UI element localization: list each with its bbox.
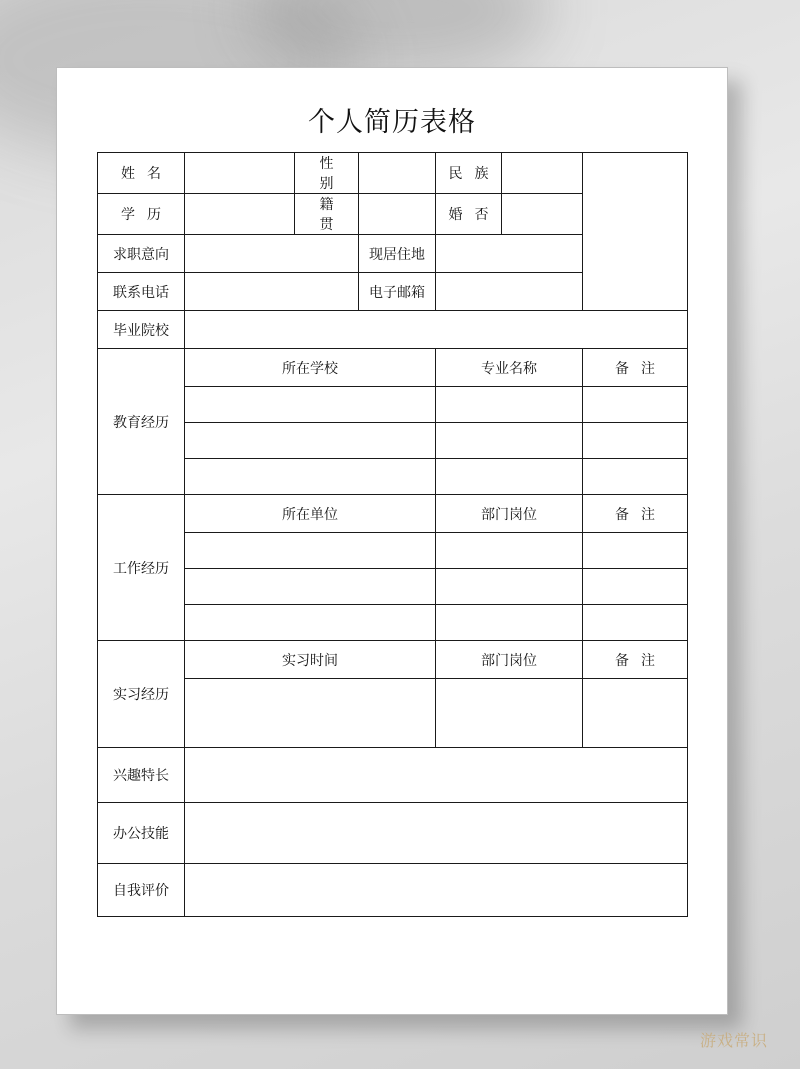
residence-label: 现居住地 <box>359 235 436 273</box>
office-skills-label: 办公技能 <box>98 803 185 864</box>
job-intention-field[interactable] <box>185 235 359 273</box>
education-school-cell[interactable] <box>185 387 436 423</box>
marital-field[interactable] <box>502 194 583 235</box>
residence-field[interactable] <box>436 235 583 273</box>
education-header-remark: 备注 <box>583 349 688 387</box>
work-position-cell[interactable] <box>436 605 583 641</box>
phone-field[interactable] <box>185 273 359 311</box>
graduate-school-label: 毕业院校 <box>98 311 185 349</box>
education-school-cell[interactable] <box>185 423 436 459</box>
hobbies-label: 兴趣特长 <box>98 748 185 803</box>
education-header-major: 专业名称 <box>436 349 583 387</box>
work-header-company: 所在单位 <box>185 495 436 533</box>
education-header-school: 所在学校 <box>185 349 436 387</box>
ethnicity-field[interactable] <box>502 153 583 194</box>
resume-table <box>97 152 688 917</box>
work-company-cell[interactable] <box>185 569 436 605</box>
education-major-cell[interactable] <box>436 423 583 459</box>
education-school-cell[interactable] <box>185 459 436 495</box>
work-position-cell[interactable] <box>436 569 583 605</box>
job-intention-label: 求职意向 <box>98 235 185 273</box>
resume-sheet <box>56 67 728 1015</box>
gender-label: 性别 <box>295 153 359 194</box>
name-label: 姓名 <box>98 153 185 194</box>
graduate-school-field[interactable] <box>185 311 688 349</box>
education-remark-cell[interactable] <box>583 423 688 459</box>
watermark: 游戏常识 <box>699 1031 768 1050</box>
email-field[interactable] <box>436 273 583 311</box>
name-field[interactable] <box>185 153 295 194</box>
work-company-cell[interactable] <box>185 605 436 641</box>
work-header-position: 部门岗位 <box>436 495 583 533</box>
work-position-cell[interactable] <box>436 533 583 569</box>
education-level-field[interactable] <box>185 194 295 235</box>
self-evaluation-label: 自我评价 <box>98 864 185 917</box>
work-company-cell[interactable] <box>185 533 436 569</box>
work-remark-cell[interactable] <box>583 605 688 641</box>
education-major-cell[interactable] <box>436 387 583 423</box>
work-remark-cell[interactable] <box>583 569 688 605</box>
self-evaluation-field[interactable] <box>185 864 688 917</box>
native-place-field[interactable] <box>359 194 436 235</box>
internship-remark-cell[interactable] <box>583 679 688 748</box>
marital-label: 婚否 <box>436 194 502 235</box>
education-level-label: 学历 <box>98 194 185 235</box>
native-place-label: 籍贯 <box>295 194 359 235</box>
email-label: 电子邮箱 <box>359 273 436 311</box>
internship-header-remark: 备注 <box>583 641 688 679</box>
internship-section-label: 实习经历 <box>98 641 185 748</box>
hobbies-field[interactable] <box>185 748 688 803</box>
page-title: 个人简历表格 <box>308 107 476 138</box>
education-remark-cell[interactable] <box>583 387 688 423</box>
work-remark-cell[interactable] <box>583 533 688 569</box>
internship-header-position: 部门岗位 <box>436 641 583 679</box>
photo-box[interactable] <box>583 153 688 311</box>
internship-time-cell[interactable] <box>185 679 436 748</box>
ethnicity-label: 民族 <box>436 153 502 194</box>
gender-field[interactable] <box>359 153 436 194</box>
education-section-label: 教育经历 <box>98 349 185 495</box>
phone-label: 联系电话 <box>98 273 185 311</box>
work-section-label: 工作经历 <box>98 495 185 641</box>
work-header-remark: 备注 <box>583 495 688 533</box>
office-skills-field[interactable] <box>185 803 688 864</box>
internship-position-cell[interactable] <box>436 679 583 748</box>
internship-header-time: 实习时间 <box>185 641 436 679</box>
education-remark-cell[interactable] <box>583 459 688 495</box>
education-major-cell[interactable] <box>436 459 583 495</box>
